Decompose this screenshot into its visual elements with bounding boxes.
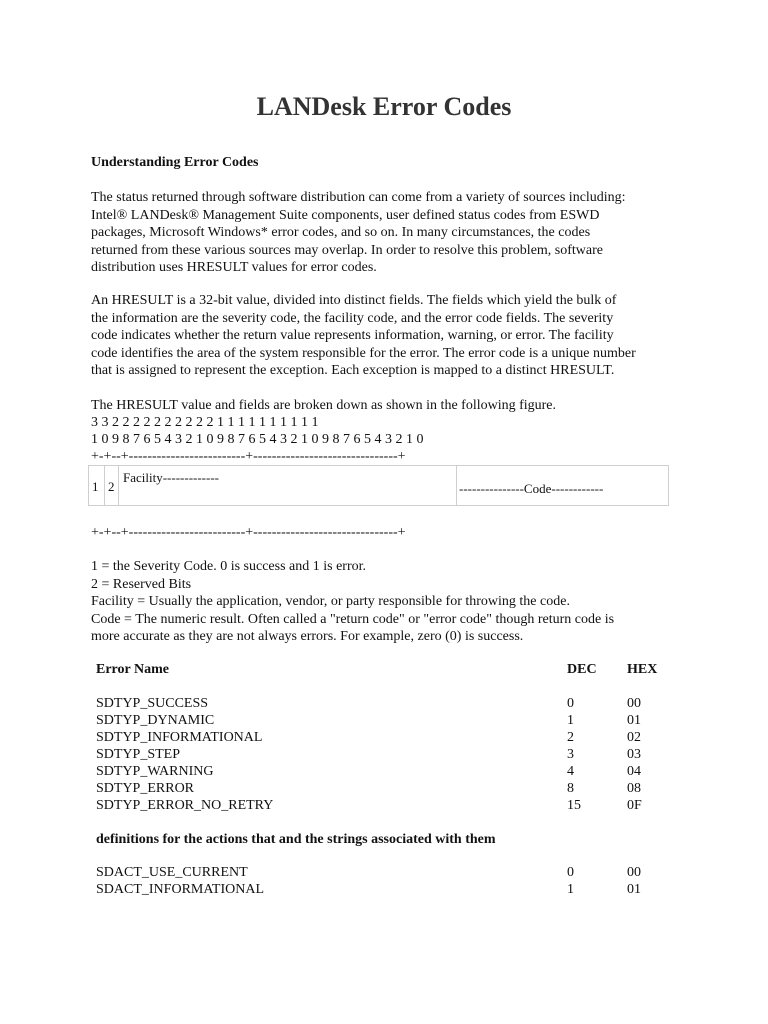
error-dec: 2 — [567, 730, 574, 745]
paragraph-hresult — [91, 292, 691, 380]
error-name: SDTYP_WARNING — [96, 764, 214, 779]
error-name: SDTYP_ERROR_NO_RETRY — [96, 798, 274, 813]
error-dec: 1 — [567, 713, 574, 728]
section-heading: Understanding Error Codes — [91, 155, 259, 170]
figure-intro: The HRESULT value and fields are broken down as shown in the following figure. — [91, 398, 557, 413]
paragraph-line: Intel® LANDesk® Management Suite components, user defined status codes from ESWD — [91, 207, 600, 223]
error-name: SDTYP_ERROR — [96, 781, 195, 796]
error-dec: 3 — [567, 747, 574, 762]
header-error-name: Error Name — [96, 662, 169, 677]
paragraph-line: returned from these various sources may overlap. In order to resolve this problem, software — [91, 242, 604, 258]
error-hex: 02 — [627, 730, 641, 745]
paragraph-line: The status returned through software distribution can come from a variety of sources including: — [91, 190, 626, 205]
definition-line: more accurate as they are not always errors. For example, zero (0) is success. — [91, 629, 524, 644]
header-dec: DEC — [567, 662, 597, 677]
field-definitions — [91, 558, 691, 646]
actions-heading: definitions for the actions that and the strings associated with them — [96, 832, 496, 847]
action-hex: 01 — [627, 882, 641, 897]
paragraph-line: distribution uses HRESULT values for error codes. — [91, 260, 377, 275]
hresult-figure-table — [88, 465, 669, 506]
error-hex: 0F — [627, 798, 642, 813]
figure-divider-bottom: +-+--+-------------------------+-------------------------------+ — [91, 525, 406, 540]
action-name: SDACT_INFORMATIONAL — [96, 882, 265, 897]
header-hex: HEX — [627, 662, 658, 677]
code-label: ---------------Code------------ — [459, 481, 604, 496]
definition-line: 1 = the Severity Code. 0 is success and 1 is error. — [91, 559, 367, 574]
facility-label: Facility------------- — [123, 470, 219, 485]
error-hex: 03 — [627, 747, 641, 762]
reserved-label: 2 — [108, 479, 115, 494]
page-title: LANDesk Error Codes — [256, 92, 512, 121]
paragraph-line: packages, Microsoft Windows* error codes, and so on. In many circumstances, the codes — [91, 225, 591, 240]
error-hex: 04 — [627, 764, 641, 779]
paragraph-line: An HRESULT is a 32-bit value, divided into distinct fields. The fields which yield the bulk of — [91, 293, 617, 308]
severity-label: 1 — [92, 479, 99, 494]
error-name: SDTYP_INFORMATIONAL — [96, 730, 263, 745]
error-dec: 15 — [567, 798, 581, 813]
action-dec: 1 — [567, 882, 574, 897]
code-cell — [457, 466, 668, 505]
error-name: SDTYP_DYNAMIC — [96, 713, 215, 728]
paragraph-line: code indicates whether the return value represents information, warning, or error. The facility — [91, 328, 614, 343]
error-name: SDTYP_STEP — [96, 747, 181, 762]
error-hex: 00 — [627, 696, 641, 711]
facility-cell — [119, 466, 457, 505]
paragraph-line: the information are the severity code, the facility code, and the error code fields. The severity — [91, 310, 614, 326]
error-name: SDTYP_SUCCESS — [96, 696, 209, 711]
bit-row-ones: 1 0 9 8 7 6 5 4 3 2 1 0 9 8 7 6 5 4 3 2 1 0 9 8 7 6 5 4 3 2 1 0 — [91, 432, 424, 447]
definition-line: 2 = Reserved Bits — [91, 576, 192, 592]
action-dec: 0 — [567, 865, 574, 880]
error-dec: 4 — [567, 764, 574, 779]
paragraph-line: that is assigned to represent the exception. Each exception is mapped to a distinct HRESULT. — [91, 363, 615, 378]
error-dec: 8 — [567, 781, 574, 796]
action-name: SDACT_USE_CURRENT — [96, 865, 248, 880]
definition-line: Facility = Usually the application, vendor, or party responsible for throwing the code. — [91, 594, 570, 609]
paragraph-intro — [91, 189, 691, 277]
definition-line: Code = The numeric result. Often called a "return code" or "error code" though return code is — [91, 611, 615, 627]
paragraph-line: code identifies the area of the system responsible for the error. The error code is a unique number — [91, 345, 636, 361]
figure-divider-top: +-+--+-------------------------+-------------------------------+ — [91, 449, 406, 464]
bit-row-tens: 3 3 2 2 2 2 2 2 2 2 2 2 1 1 1 1 1 1 1 1 1 1 — [91, 415, 319, 430]
reserved-cell — [105, 466, 119, 505]
error-hex: 08 — [627, 781, 641, 796]
error-hex: 01 — [627, 713, 641, 728]
error-dec: 0 — [567, 696, 574, 711]
severity-cell — [89, 466, 105, 505]
action-hex: 00 — [627, 865, 641, 880]
